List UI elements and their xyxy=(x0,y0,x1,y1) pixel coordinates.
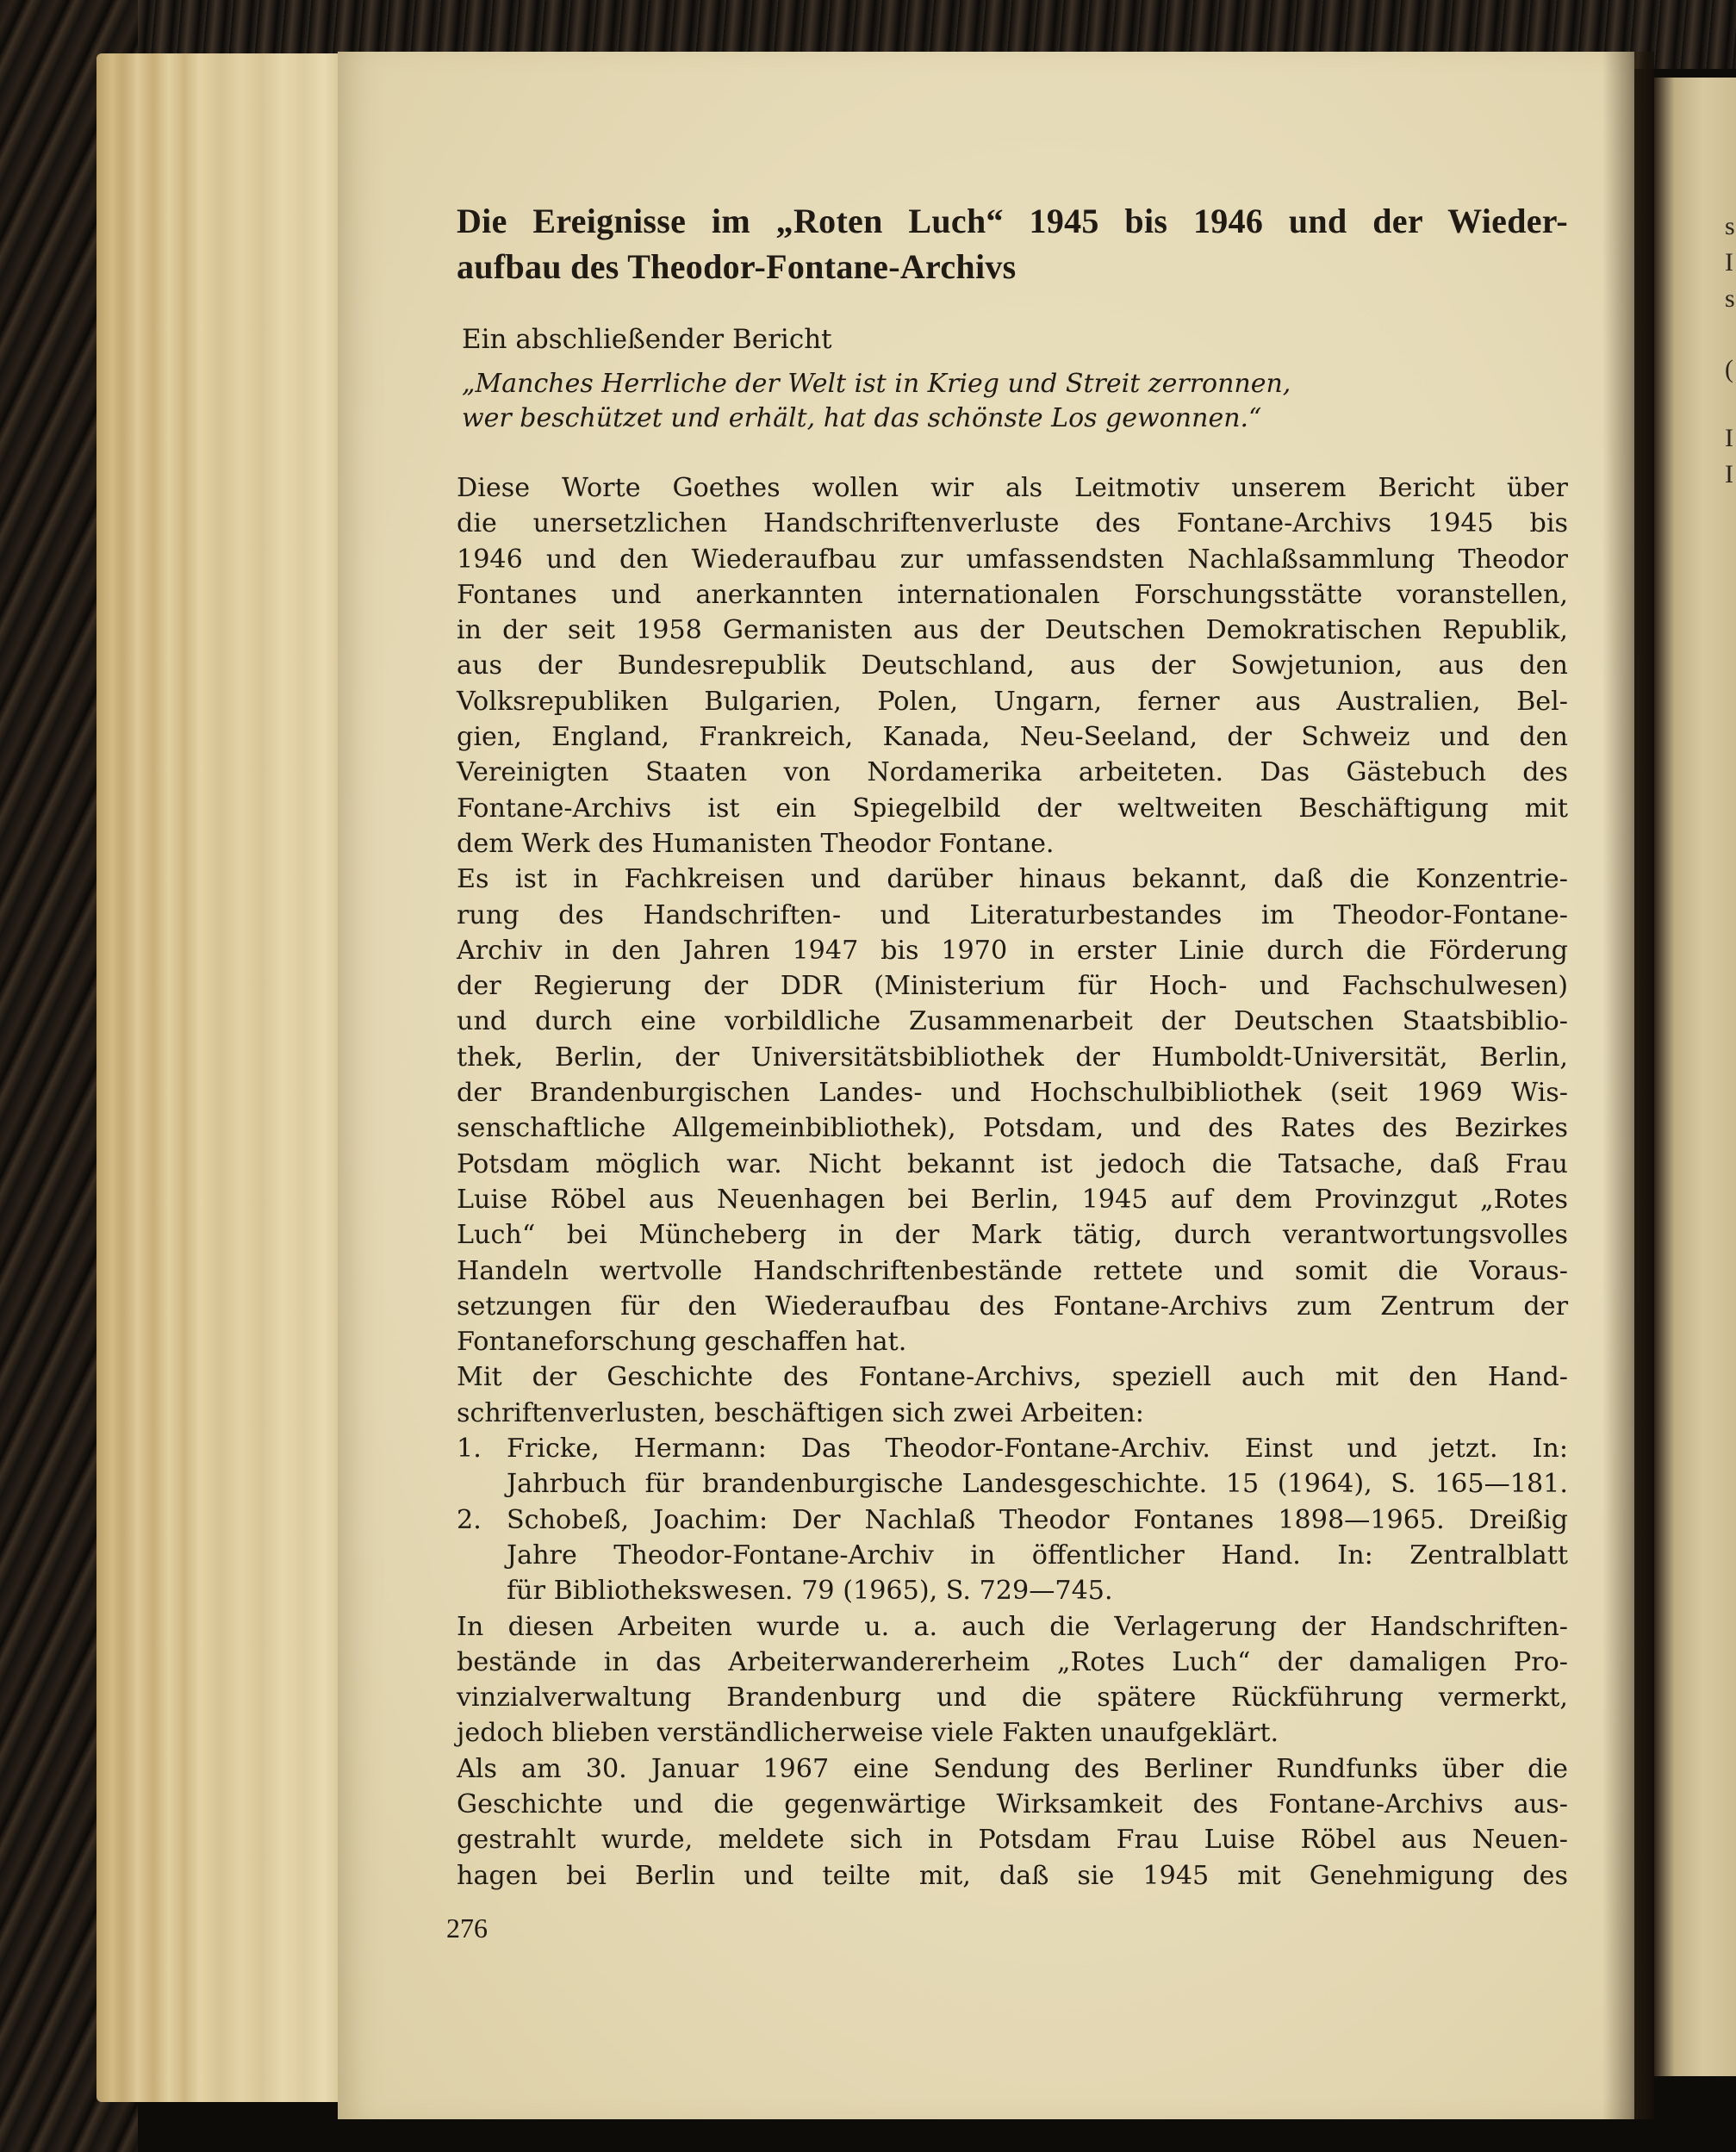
page-stack-edges xyxy=(96,53,355,2102)
text-line: Fricke, Hermann: Das Theodor-Fontane-Archiv. Einst und jetzt. In: xyxy=(507,1434,1568,1465)
goethe-motto xyxy=(462,367,1568,436)
text-line: Fontane-Archivs ist ein Spiegelbild der weltweiten Beschäftigung mit xyxy=(457,793,1568,824)
text-line: Es ist in Fachkreisen und darüber hinaus bekannt, daß die Konzentrie- xyxy=(457,864,1568,895)
text-line: gestrahlt wurde, meldete sich in Potsdam Frau Luise Röbel aus Neuen- xyxy=(457,1825,1568,1856)
text-line: in der seit 1958 Germanisten aus der Deutschen Demokratischen Republik, xyxy=(457,615,1568,646)
motto-line: „Manches Herrliche der Welt ist in Krieg und Streit zerronnen, xyxy=(462,369,1291,399)
text-line: Fontanes und anerkannten internationalen Forschungsstätte voranstellen, xyxy=(457,579,1568,610)
reference-item xyxy=(457,1431,1568,1502)
text-line: setzungen für den Wiederaufbau des Fontane-Archivs zum Zentrum der xyxy=(457,1291,1568,1322)
text-line: Jahre Theodor-Fontane-Archiv in öffentlicher Hand. In: Zentralblatt xyxy=(507,1539,1568,1570)
facing-page-letter: s xyxy=(1725,212,1735,240)
text-line: Diese Worte Goethes wollen wir als Leitmotiv unserem Bericht über xyxy=(457,473,1568,503)
text-line: 1946 und den Wiederaufbau zur umfassendsten Nachlaßsammlung Theodor xyxy=(457,544,1568,575)
text-line: thek, Berlin, der Universitätsbibliothek der Humboldt-Universität, Berlin, xyxy=(457,1042,1568,1073)
text-line: Luise Röbel aus Neuenhagen bei Berlin, 1945 auf dem Provinzgut „Rotes xyxy=(457,1184,1568,1215)
text-line: Luch“ bei Müncheberg in der Mark tätig, durch verantwortungsvolles xyxy=(457,1220,1568,1251)
facing-page-letter: I xyxy=(1725,248,1733,277)
text-line: Vereinigten Staaten von Nordamerika arbeiteten. Das Gästebuch des xyxy=(457,757,1568,788)
text-line: Als am 30. Januar 1967 eine Sendung des Berliner Rundfunks über die xyxy=(457,1753,1568,1784)
body-text xyxy=(457,470,1568,1894)
facing-page-letter: I xyxy=(1725,424,1733,452)
title-line: aufbau des Theodor-Fontane-Archivs xyxy=(457,247,1017,286)
text-line: Schobeß, Joachim: Der Nachlaß Theodor Fontanes 1898—1965. Dreißig xyxy=(507,1504,1568,1535)
text-line: In diesen Arbeiten wurde u. a. auch die Verlagerung der Handschriften- xyxy=(457,1611,1568,1642)
chapter-title xyxy=(457,198,1568,289)
text-line: Handeln wertvolle Handschriftenbestände rettete und somit die Voraus- xyxy=(457,1255,1568,1286)
paragraph-1 xyxy=(457,470,1568,861)
title-line: Die Ereignisse im „Roten Luch“ 1945 bis 1946 und der Wieder- xyxy=(457,202,1568,240)
reference-number: 2. xyxy=(457,1504,482,1535)
text-line: Jahrbuch für brandenburgische Landesgeschichte. 15 (1964), S. 165—181. xyxy=(507,1469,1568,1500)
text-line: jedoch blieben verständlicherweise viele Fakten unaufgeklärt. xyxy=(457,1718,1279,1749)
paragraph-4 xyxy=(457,1609,1568,1751)
text-line: Volksrepubliken Bulgarien, Polen, Ungarn, ferner aus Australien, Bel- xyxy=(457,686,1568,717)
text-line: hagen bei Berlin und teilte mit, daß sie 1945 mit Genehmigung des xyxy=(457,1860,1568,1891)
text-line: die unersetzlichen Handschriftenverluste des Fontane-Archivs 1945 bis xyxy=(457,508,1568,539)
gutter-shadow xyxy=(1602,52,1654,2119)
text-line: senschaftliche Allgemeinbibliothek), Potsdam, und des Rates des Bezirkes xyxy=(457,1113,1568,1144)
text-line: für Bibliothekswesen. 79 (1965), S. 729—745. xyxy=(507,1576,1113,1607)
facing-page-letter: I xyxy=(1725,460,1733,488)
text-line: aus der Bundesrepublik Deutschland, aus der Sowjetunion, aus den xyxy=(457,650,1568,681)
paragraph-3 xyxy=(457,1359,1568,1431)
facing-page-sliver xyxy=(1654,78,1736,2076)
text-block xyxy=(457,198,1568,1894)
reference-list xyxy=(457,1431,1568,1608)
motto-line: wer beschützet und erhält, hat das schönste Los gewonnen.“ xyxy=(462,403,1262,433)
facing-page-letter: ( xyxy=(1725,355,1733,383)
text-line: Archiv in den Jahren 1947 bis 1970 in erster Linie durch die Förderung xyxy=(457,935,1568,966)
text-line: Fontaneforschung geschaffen hat. xyxy=(457,1327,907,1358)
page-number: 276 xyxy=(446,1913,488,1944)
text-line: der Regierung der DDR (Ministerium für Hoch- und Fachschulwesen) xyxy=(457,971,1568,1002)
text-line: vinzialverwaltung Brandenburg und die spätere Rückführung vermerkt, xyxy=(457,1682,1568,1714)
facing-page-letter: s xyxy=(1725,284,1735,313)
paragraph-5 xyxy=(457,1751,1568,1894)
text-line: schriftenverlusten, beschäftigen sich zwei Arbeiten: xyxy=(457,1397,1144,1428)
text-line: der Brandenburgischen Landes- und Hochschulbibliothek (seit 1969 Wis- xyxy=(457,1078,1568,1109)
text-line: Geschichte und die gegenwärtige Wirksamkeit des Fontane-Archivs aus- xyxy=(457,1788,1568,1819)
text-line: bestände in das Arbeiterwandererheim „Rotes Luch“ der damaligen Pro- xyxy=(457,1646,1568,1677)
reference-number: 1. xyxy=(457,1434,482,1465)
text-line: rung des Handschriften- und Literaturbestandes im Theodor-Fontane- xyxy=(457,899,1568,930)
text-line: dem Werk des Humanisten Theodor Fontane. xyxy=(457,828,1055,859)
paragraph-2 xyxy=(457,861,1568,1359)
text-line: und durch eine vorbildliche Zusammenarbeit der Deutschen Staatsbiblio- xyxy=(457,1006,1568,1037)
text-line: gien, England, Frankreich, Kanada, Neu-Seeland, der Schweiz und den xyxy=(457,722,1568,753)
chapter-subtitle: Ein abschließender Bericht xyxy=(462,324,832,355)
reference-item xyxy=(457,1502,1568,1609)
text-line: Mit der Geschichte des Fontane-Archivs, speziell auch mit den Hand- xyxy=(457,1362,1568,1393)
text-line: Potsdam möglich war. Nicht bekannt ist jedoch die Tatsache, daß Frau xyxy=(457,1148,1568,1179)
